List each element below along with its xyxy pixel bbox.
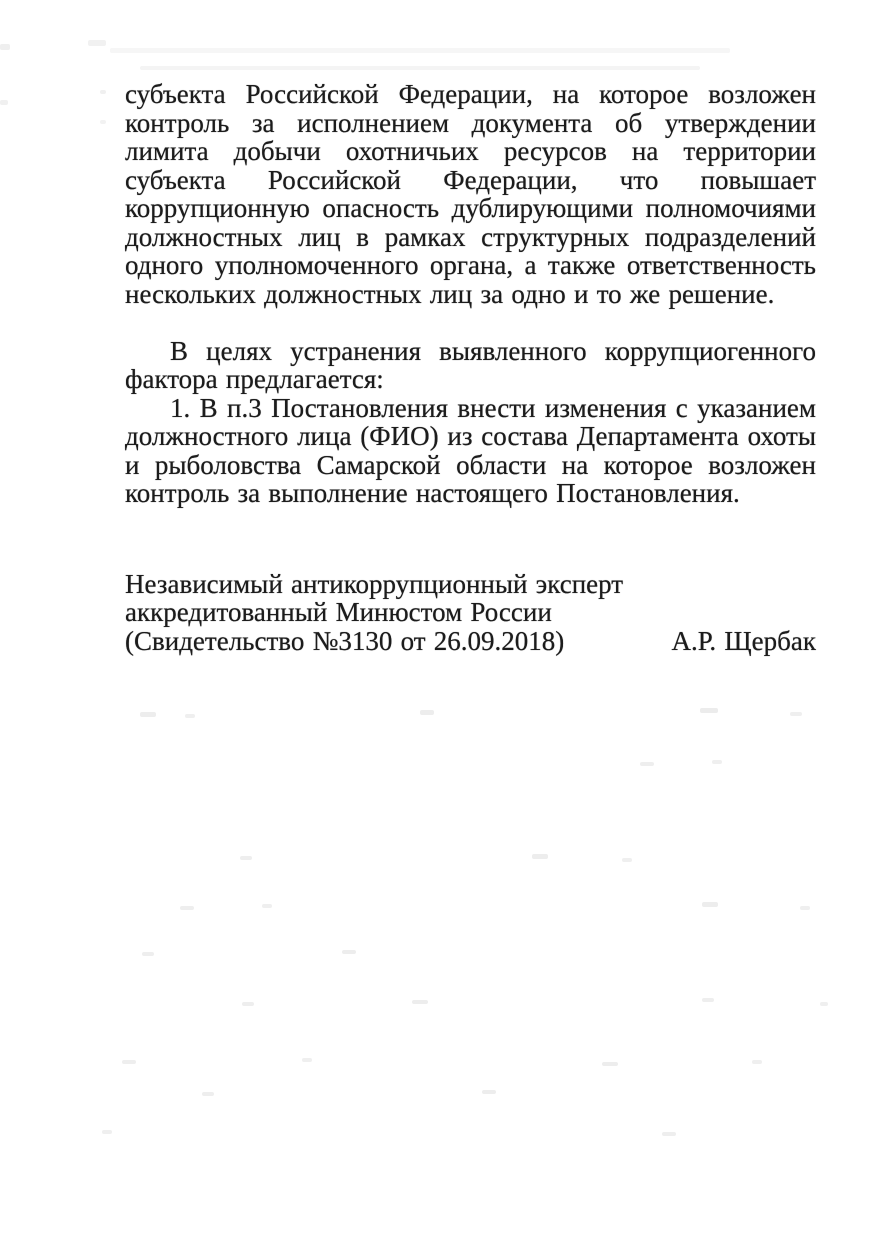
- noise-speckle: [602, 1062, 618, 1066]
- noise-speckle: [185, 714, 195, 718]
- noise-speckle: [0, 100, 8, 105]
- noise-speckle: [262, 904, 272, 908]
- noise-speckle: [100, 120, 106, 124]
- noise-speckle: [242, 1002, 254, 1006]
- expert-title-line1: Независимый антикоррупционный эксперт: [125, 568, 624, 599]
- noise-speckle: [752, 1060, 762, 1064]
- noise-speckle: [640, 762, 654, 766]
- noise-speckle: [240, 856, 252, 860]
- list-item-1: 1. В п.3 Постановления внести изменения с указанием должностного лица (ФИО) из состава Департамента охоты и рыболовства Самарской области на которое возложен контроль за выполнение настоящего Постановления.: [125, 392, 816, 508]
- certificate-and-name-row: [125, 627, 816, 656]
- document-body: [125, 80, 816, 655]
- noise-speckle: [420, 710, 434, 715]
- expert-title-line2: аккредитованный Минюстом России: [125, 597, 552, 627]
- paragraph-proposal: В целях устранения выявленного коррупциогенного фактора предлагается:: [125, 335, 816, 394]
- noise-speckle: [702, 998, 714, 1002]
- noise-speckle: [202, 1092, 214, 1096]
- noise-speckle: [102, 1130, 112, 1134]
- noise-speckle: [142, 952, 154, 956]
- expert-name: А.Р. Щербак: [671, 625, 816, 656]
- paragraph-continuation: субъекта Российской Федерации, на которое возложен контроль за исполнением документа об утверждении лимита добычи охотничьих ресурсов на территории субъекта Российской Федерации, что повышает коррупционную опасность дублирующими полномочиями должностных лиц в рамках структурных подразделений одного уполномоченного органа, а также ответственность нескольких должностных лиц за одно и то же решение.: [125, 79, 816, 309]
- noise-speckle: [790, 712, 802, 716]
- noise-speckle: [140, 66, 700, 70]
- signature-block: [125, 570, 816, 656]
- noise-speckle: [342, 950, 356, 954]
- noise-speckle: [712, 760, 722, 764]
- noise-speckle: [140, 712, 156, 717]
- certificate-number: (Свидетельство №3130 от 26.09.2018): [125, 625, 565, 656]
- noise-speckle: [0, 44, 10, 50]
- noise-speckle: [800, 906, 810, 910]
- noise-speckle: [100, 90, 106, 94]
- noise-speckle: [302, 1058, 312, 1062]
- noise-speckle: [820, 1002, 828, 1006]
- noise-speckle: [700, 708, 718, 713]
- noise-speckle: [122, 1060, 136, 1064]
- noise-speckle: [702, 902, 718, 907]
- noise-speckle: [482, 1090, 496, 1094]
- noise-speckle: [622, 858, 632, 862]
- noise-speckle: [412, 1000, 428, 1004]
- noise-speckle: [662, 1132, 676, 1136]
- noise-speckle: [180, 906, 194, 910]
- noise-speckle: [532, 854, 548, 859]
- noise-speckle: [110, 48, 730, 53]
- noise-speckle: [88, 40, 106, 46]
